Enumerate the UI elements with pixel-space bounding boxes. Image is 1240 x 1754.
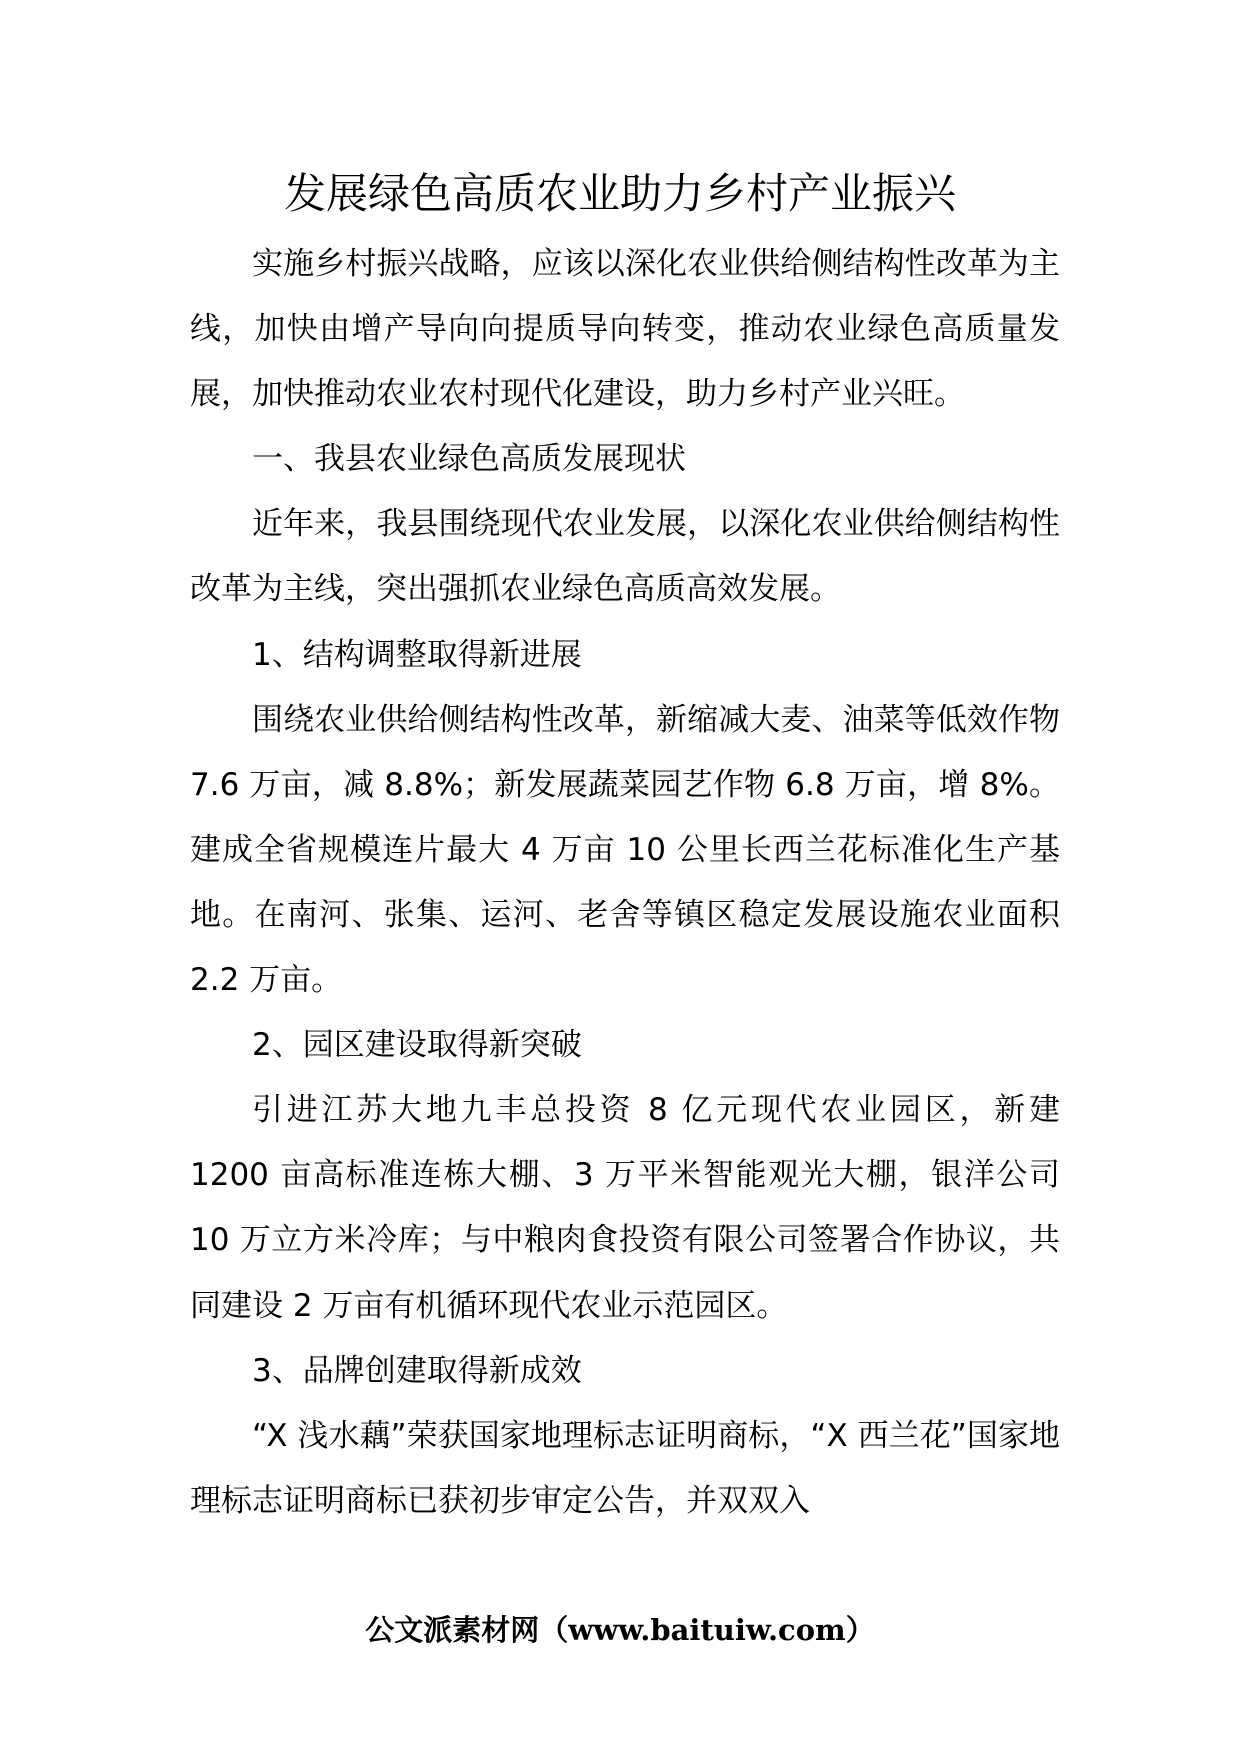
paragraph-overview: 近年来，我县围绕现代农业发展，以深化农业供给侧结构性改革为主线，突出强抓农业绿色高质高效发展。 <box>190 506 1060 608</box>
section-heading-1: 一、我县农业绿色高质发展现状 <box>252 441 686 478</box>
subheading-structure: 1、结构调整取得新进展 <box>252 636 582 673</box>
subheading-park: 2、园区建设取得新突破 <box>252 1027 582 1064</box>
paragraph-structure: 围绕农业供给侧结构性改革，新缩减大麦、油菜等低效作物 7.6 万亩，减 8.8%；新发展蔬菜园艺作物 6.8 万亩，增 8%。建成全省规模连片最大 4 万亩 10 公里长西兰花标准化生产基地。在南河、张集、运河、老舍等镇区稳定发展设施农业面积 2.2 万亩。 <box>190 701 1060 999</box>
paragraph-intro: 实施乡村振兴战略，应该以深化农业供给侧结构性改革为主线，加快由增产导向向提质导向转变，推动农业绿色高质量发展，加快推动农业农村现代化建设，助力乡村产业兴旺。 <box>190 246 1060 413</box>
document-title: 发展绿色高质农业助力乡村产业振兴 <box>283 169 956 218</box>
footer-watermark: 公文派素材网（www.baituiw.com） <box>365 1613 875 1647</box>
paragraph-brand: “X 浅水藕”荣获国家地理标志证明商标，“X 西兰花”国家地理标志证明商标已获初步审定公告，并双双入 <box>190 1417 1060 1519</box>
document-body <box>190 232 1060 1534</box>
subheading-brand: 3、品牌创建取得新成效 <box>252 1352 582 1389</box>
paragraph-park: 引进江苏大地九丰总投资 8 亿元现代农业园区，新建 1200 亩高标准连栋大棚、3 万平米智能观光大棚，银洋公司 10 万立方米冷库；与中粮肉食投资有限公司签署合作协议，共同建设 2 万亩有机循环现代农业示范园区。 <box>190 1092 1060 1324</box>
